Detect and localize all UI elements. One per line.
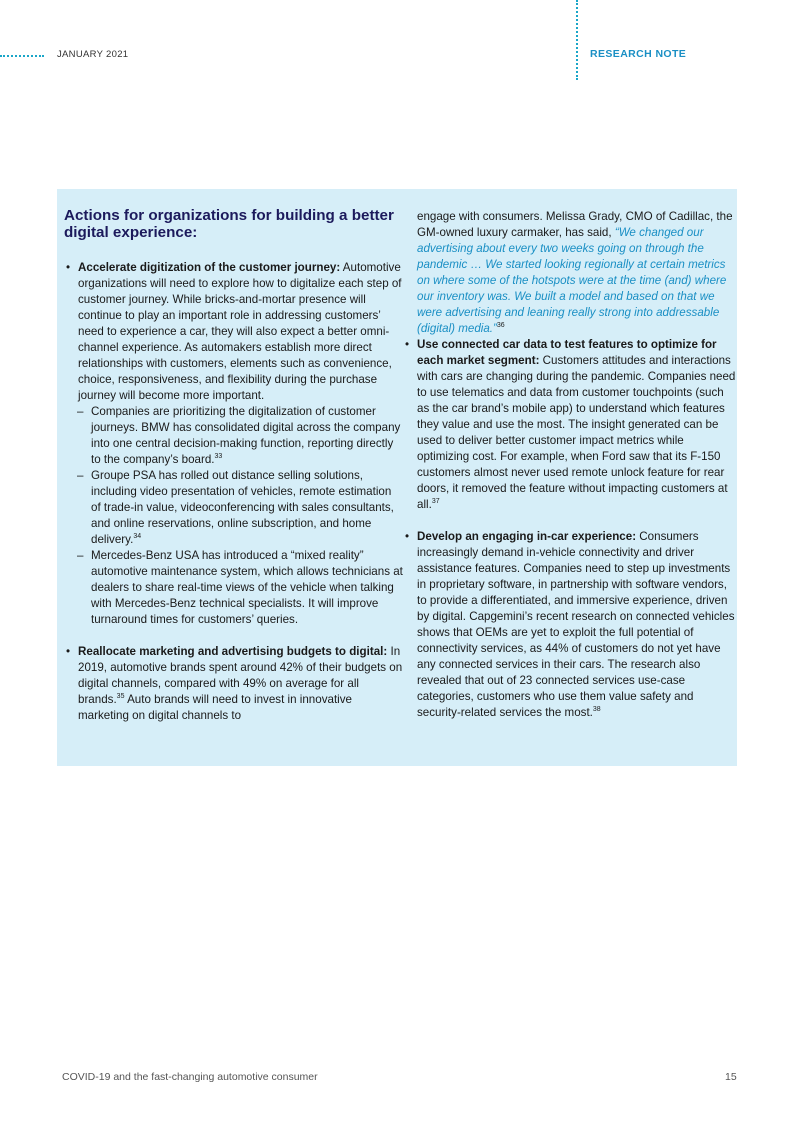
bullet-text: Customers attitudes and interactions with cars are changing during the pandemic. Companies need to use telematics and data from customer touchpoints (such as the car brand’s mobile app) to understand which features they value and use the most. The insight generated can be used to deliver better customer impact metrics while optimizing cost. For example, when Ford saw that its F-150 customers almost never used remote unlock feature for rear doors, it removed the feature without impacting customers at all. [417, 354, 736, 511]
bullet-text: Automotive organizations will need to explore how to digitalize each step of customer journey. While bricks-and-mortar presence will continue to play an important role in addressing customers’ need to experience a car, they will also expect a better omni-channel experience. As automakers establish more direct relationships with customers, elements such as convenience, choice, responsiveness, and flexibility during the purchase journey will become more important. [78, 261, 402, 402]
sub-bullet-psa [64, 468, 404, 548]
bullet-accelerate-digitization [64, 260, 404, 404]
bullet-icon: • [405, 338, 410, 351]
sub-bullet-bmw [64, 404, 404, 468]
marketing-continuation [403, 209, 737, 337]
actions-callout-box [57, 189, 737, 766]
bullet-text-continued: Auto brands will need to invest in innovative marketing on digital channels to [78, 693, 352, 722]
bullet-title: Use connected car data to test features to optimize for each market segment: [417, 338, 717, 367]
footer-report-title: COVID-19 and the fast-changing automotive consumer [62, 1071, 318, 1083]
sub-bullet-text: Companies are prioritizing the digitalization of customer journeys. BMW has consolidated digital across the company into one central decision-making function, reporting directly to the company’s board. [91, 405, 401, 466]
sub-bullet-text: Mercedes-Benz USA has introduced a “mixed reality” automotive maintenance system, which allows technicians at dealers to share real-time views of the vehicle when talking with Mercedes-Benz technical specialists. It will improve turnaround times for customers’ queries. [91, 549, 403, 626]
bullet-icon: • [66, 645, 71, 658]
footnote-ref: 34 [133, 533, 142, 541]
header-section-label: RESEARCH NOTE [590, 48, 687, 60]
header-dotted-rule [0, 55, 44, 57]
sub-bullet-mercedes [64, 548, 404, 628]
sub-bullet-text: Groupe PSA has rolled out distance selling solutions, including video presentation of vehicles, remote estimation of trade-in value, videoconferencing with sales consultants, and online reservations, online subscription, and home delivery. [91, 469, 394, 546]
callout-right-column [403, 209, 737, 721]
bullet-title: Reallocate marketing and advertising budgets to digital: [78, 645, 388, 658]
dash-icon: – [77, 405, 84, 418]
footnote-ref: 35 [116, 693, 125, 701]
dash-icon: – [77, 549, 84, 562]
bullet-icon: • [66, 261, 71, 274]
callout-title: Actions for organizations for building a better digital experience: [64, 207, 394, 241]
footnote-ref: 37 [431, 498, 440, 506]
bullet-text: In 2019, automotive brands spent around 42% of their budgets on digital channels, compared with 49% on average for all brands. [78, 645, 403, 706]
bullet-text: Consumers increasingly demand in-vehicle connectivity and driver assistance features. Companies need to step up investments in proprietary software, in partnership with software vendors, to provide a differentiated, and immersive experience, driven by digital. Capgemini’s recent research on connected vehicles shows that OEMs are yet to exploit the full potential of connectivity services, as 44% of customers do not yet have any connected services in their cars. The research also revealed that out of 23 connected services use-case categories, customers who use them value safety and security-related services the most. [417, 530, 735, 719]
footnote-ref: 33 [214, 453, 223, 461]
cadillac-quote: “We changed our advertising about every two weeks going on through the pandemic … We started looking regionally at certain metrics on where some of the hotspots were at the time (and) where our inventory was. We built a model and based on that we were advertising and leaning really strong into addressable (digital) media.” [417, 226, 727, 335]
bullet-reallocate-marketing [64, 644, 404, 724]
callout-left-column [64, 207, 404, 724]
bullet-icon: • [405, 530, 410, 543]
bullet-title: Develop an engaging in-car experience: [417, 530, 637, 543]
dash-icon: – [77, 469, 84, 482]
bullet-in-car-experience [403, 529, 737, 721]
footnote-ref: 38 [592, 706, 601, 714]
footer-page-number: 15 [725, 1071, 737, 1083]
header-date: JANUARY 2021 [57, 49, 129, 60]
header-vertical-dotted-rule [576, 0, 578, 80]
bullet-title: Accelerate digitization of the customer journey: [78, 261, 341, 274]
footnote-ref: 36 [496, 322, 505, 330]
bullet-connected-car-data [403, 337, 737, 513]
continuation-text: engage with consumers. Melissa Grady, CMO of Cadillac, the GM-owned luxury carmaker, has said, [417, 210, 733, 239]
